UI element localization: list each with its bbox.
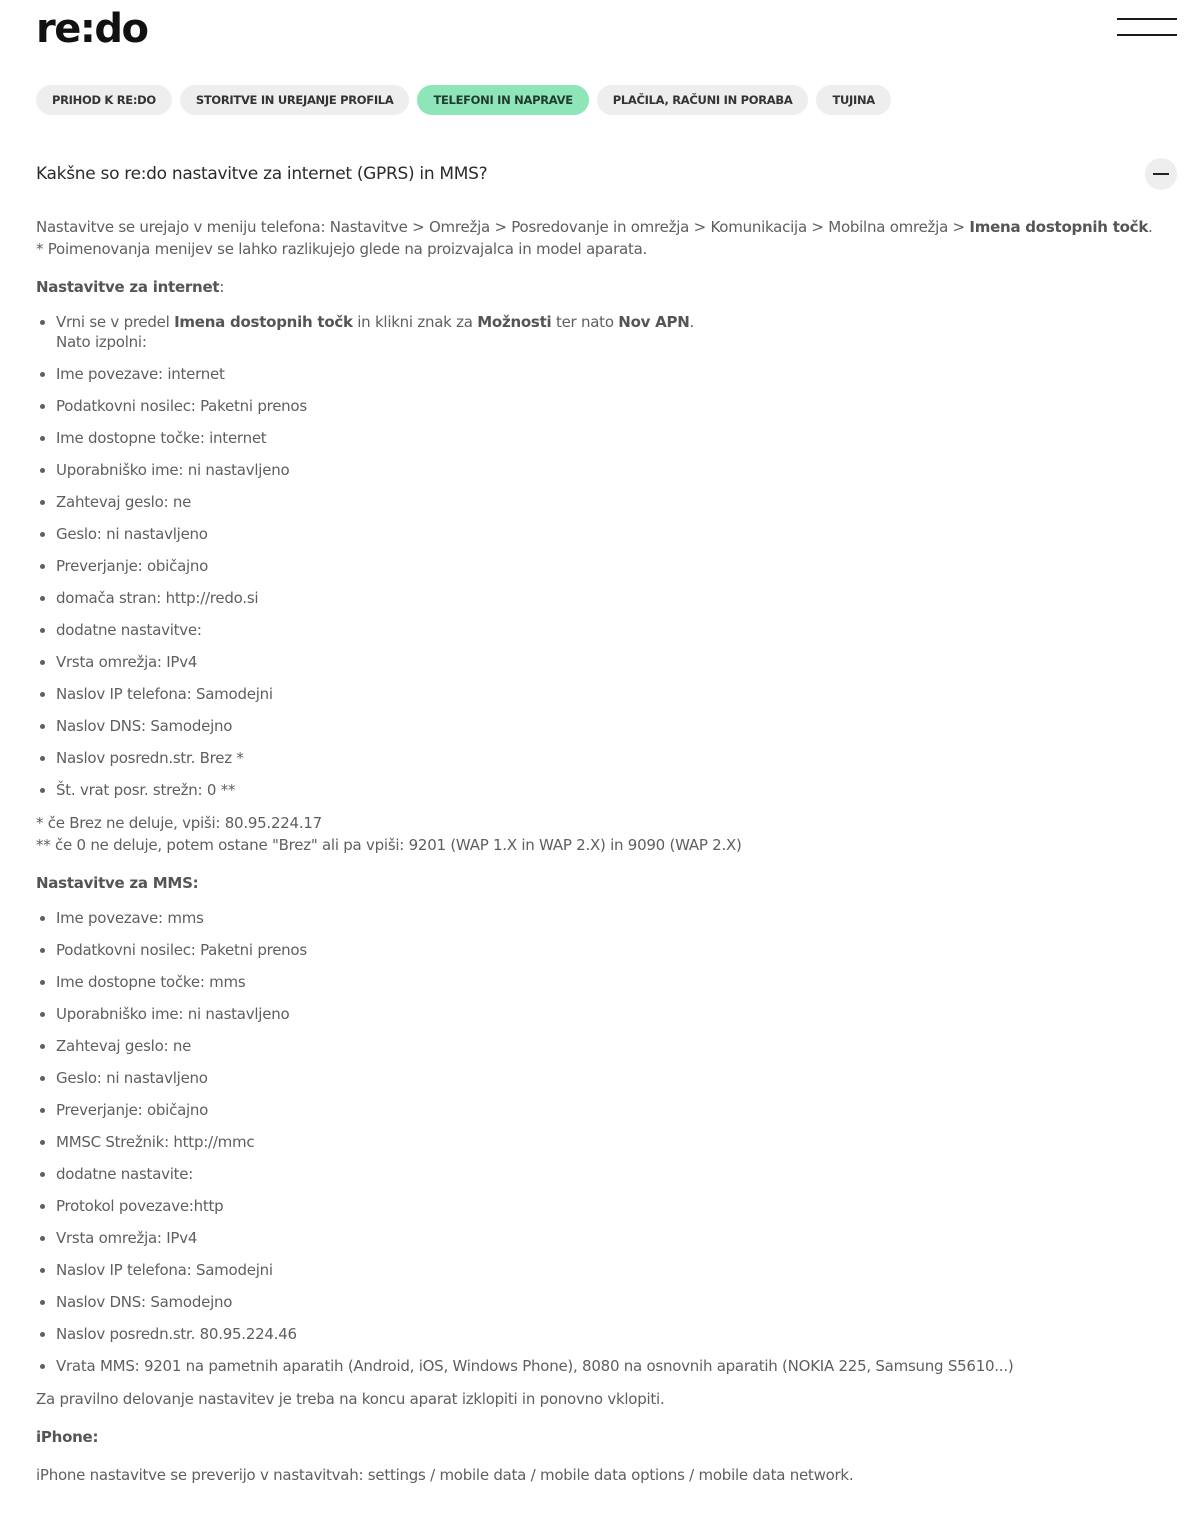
list-item: Protokol povezave:http xyxy=(36,1196,1177,1216)
item-bold: Možnosti xyxy=(477,313,552,331)
internet-notes xyxy=(36,812,1177,856)
tab-placila[interactable]: PLAČILA, RAČUNI IN PORABA xyxy=(597,85,809,115)
list-item: Vrsta omrežja: IPv4 xyxy=(36,1228,1177,1248)
list-item: dodatne nastavite: xyxy=(36,1164,1177,1184)
menu-path-bold: Imena dostopnih točk xyxy=(969,218,1149,236)
item-bold: Nov APN xyxy=(618,313,690,331)
intro-paragraph xyxy=(36,216,1177,260)
list-item: Uporabniško ime: ni nastavljeno xyxy=(36,1004,1177,1024)
list-item: Geslo: ni nastavljeno xyxy=(36,1068,1177,1088)
list-item: Zahtevaj geslo: ne xyxy=(36,1036,1177,1056)
list-item: Ime povezave: mms xyxy=(36,908,1177,928)
list-item: Naslov IP telefona: Samodejni xyxy=(36,1260,1177,1280)
item-bold: Imena dostopnih točk xyxy=(174,313,353,331)
list-item: Ime dostopne točke: internet xyxy=(36,428,1177,448)
internet-heading-text: Nastavitve za internet xyxy=(36,278,220,296)
menu-bar xyxy=(1117,34,1177,36)
faq-question-row[interactable] xyxy=(36,160,1177,190)
internet-heading xyxy=(36,276,1177,298)
list-item: Naslov DNS: Samodejno xyxy=(36,1292,1177,1312)
internet-settings-list xyxy=(36,312,1177,800)
tab-prihod[interactable]: PRIHOD K RE:DO xyxy=(36,85,172,115)
faq-question-title[interactable]: Kakšne so re:do nastavitve za internet (GPRS) in MMS? xyxy=(36,164,488,184)
list-item: dodatne nastavitve: xyxy=(36,620,1177,640)
list-item: Ime dostopne točke: mms xyxy=(36,972,1177,992)
tab-telefoni[interactable]: TELEFONI IN NAPRAVE xyxy=(417,85,588,115)
note-port: ** če 0 ne deluje, potem ostane "Brez" ali pa vpiši: 9201 (WAP 1.X in WAP 2.X) in 9090 (WAP 2.X) xyxy=(36,836,742,854)
iphone-text: iPhone nastavitve se preverijo v nastavitvah: settings / mobile data / mobile data options / mobile data network. xyxy=(36,1466,854,1484)
item-text: in klikni znak za xyxy=(352,313,478,331)
menu-bar xyxy=(1117,18,1177,20)
mms-heading-colon: : xyxy=(192,874,199,892)
category-tabs xyxy=(36,85,891,115)
menu-path-suffix: . xyxy=(1148,218,1153,236)
closing-note: Za pravilno delovanje nastavitev je treba na koncu aparat izklopiti in ponovno vklopiti. xyxy=(36,1390,665,1408)
mms-heading-text: Nastavitve za MMS xyxy=(36,874,193,892)
note-proxy: * če Brez ne deluje, vpiši: 80.95.224.17 xyxy=(36,814,322,832)
list-item: Zahtevaj geslo: ne xyxy=(36,492,1177,512)
collapse-button[interactable] xyxy=(1145,158,1177,190)
redo-logo[interactable]: re:do xyxy=(36,6,148,52)
list-item: Naslov posredn.str. 80.95.224.46 xyxy=(36,1324,1177,1344)
list-item: Naslov DNS: Samodejno xyxy=(36,716,1177,736)
menu-path-text: Nastavitve se urejajo v meniju telefona: Nastavitve > Omrežja > Posredovanje in omrežja > Komunikacija > Mobilna omrežja > xyxy=(36,218,970,236)
list-item: MMSC Strežnik: http://mmc xyxy=(36,1132,1177,1152)
list-item: Uporabniško ime: ni nastavljeno xyxy=(36,460,1177,480)
item-text: ter nato xyxy=(551,313,619,331)
list-item: Ime povezave: internet xyxy=(36,364,1177,384)
mms-heading xyxy=(36,872,1177,894)
list-item: Geslo: ni nastavljeno xyxy=(36,524,1177,544)
list-item: Podatkovni nosilec: Paketni prenos xyxy=(36,396,1177,416)
mms-settings-list xyxy=(36,908,1177,1376)
item-text: . xyxy=(689,313,695,331)
list-item: Naslov posredn.str. Brez * xyxy=(36,748,1177,768)
list-item: Preverjanje: običajno xyxy=(36,556,1177,576)
menu-note: * Poimenovanja menijev se lahko razlikujejo glede na proizvajalca in model aparata. xyxy=(36,240,648,258)
internet-heading-colon: : xyxy=(219,278,225,296)
item-text: Vrni se v predel xyxy=(56,313,175,331)
list-item: domača stran: http://redo.si xyxy=(36,588,1177,608)
list-item xyxy=(36,312,1177,352)
tab-tujina[interactable]: TUJINA xyxy=(816,85,890,115)
iphone-heading: iPhone: xyxy=(36,1428,99,1446)
site-header xyxy=(0,0,1187,70)
list-item: Preverjanje: običajno xyxy=(36,1100,1177,1120)
list-item: Št. vrat posr. strežn: 0 ** xyxy=(36,780,1177,800)
minus-icon xyxy=(1153,173,1169,175)
faq-answer xyxy=(36,216,1177,1486)
list-item: Naslov IP telefona: Samodejni xyxy=(36,684,1177,704)
hamburger-menu-icon[interactable] xyxy=(1115,14,1177,44)
list-item: Vrsta omrežja: IPv4 xyxy=(36,652,1177,672)
tab-storitve[interactable]: STORITVE IN UREJANJE PROFILA xyxy=(180,85,410,115)
list-item: Vrata MMS: 9201 na pametnih aparatih (Android, iOS, Windows Phone), 8080 na osnovnih aparatih (NOKIA 225, Samsung S5610...) xyxy=(36,1356,1177,1376)
list-item: Podatkovni nosilec: Paketni prenos xyxy=(36,940,1177,960)
item-text: Nato izpolni: xyxy=(56,333,147,351)
